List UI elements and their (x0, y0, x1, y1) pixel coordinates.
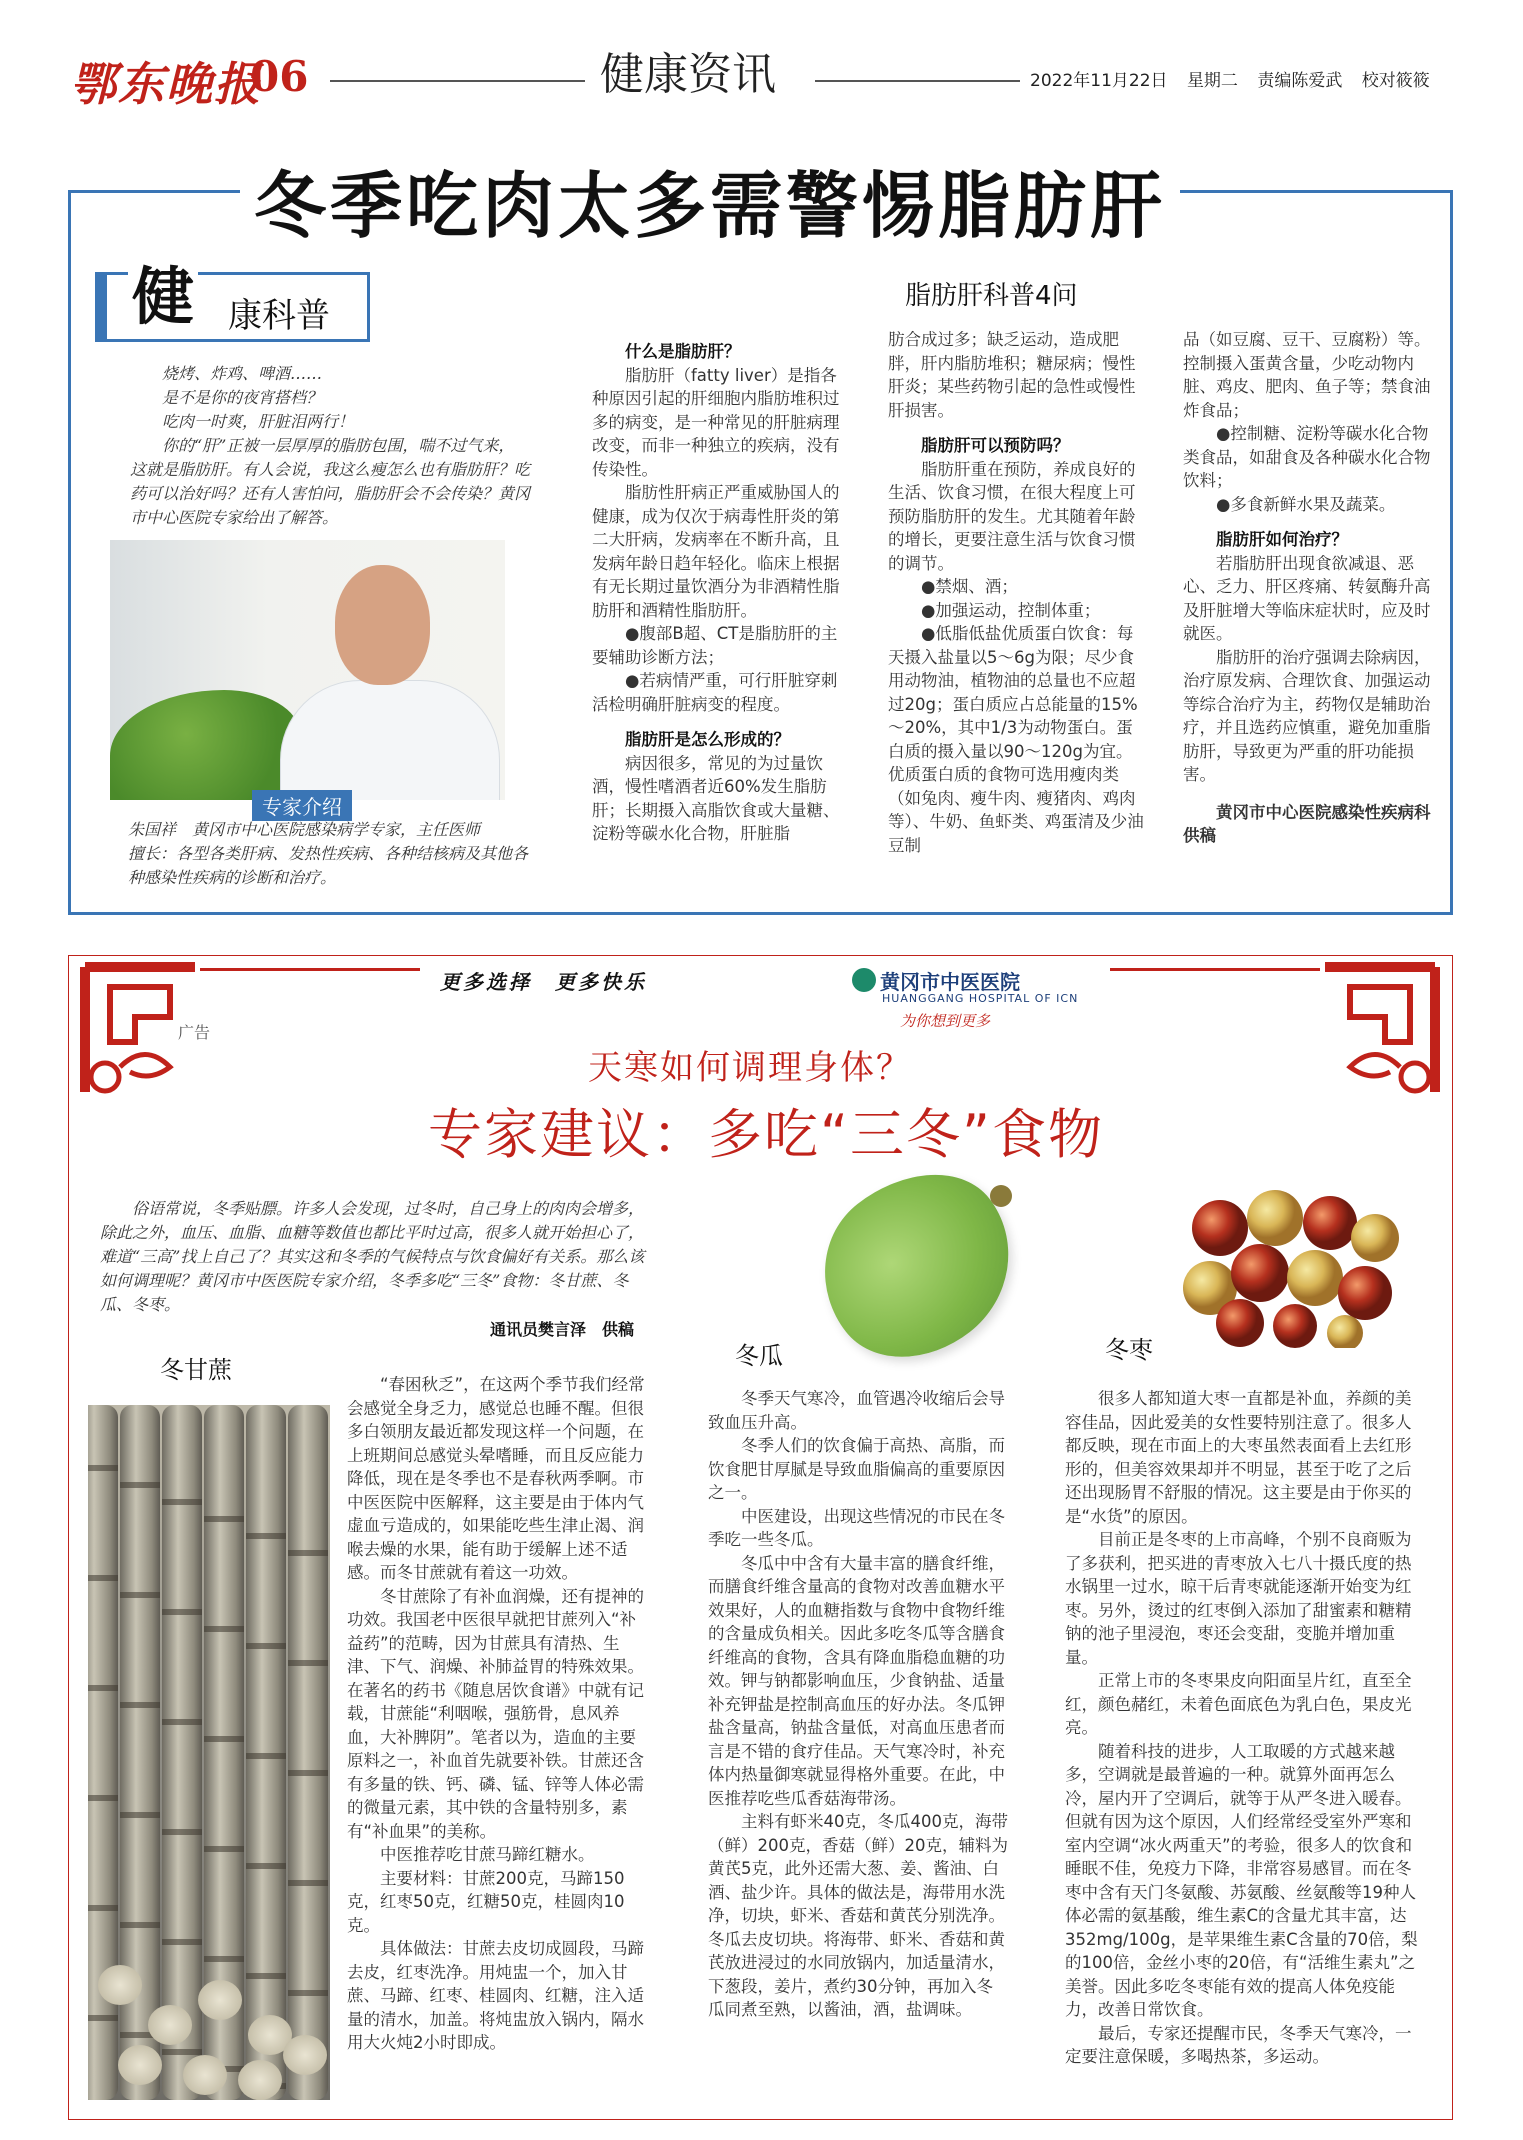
article1-subtitle: 脂肪肝科普4问 (905, 281, 1078, 311)
article1-title: 冬季吃肉太多需警惕脂肪肝 (240, 148, 1180, 252)
paragraph: 目前正是冬枣的上市高峰，个别不良商贩为了多获利，把买进的青枣放入七八十摄氏度的热水锅里一过水，晾干后青枣就能逐渐开始变为红枣。另外，烫过的红枣倒入添加了甜蜜素和糖精钠的池子里浸泡，枣还会变甜，变脆并增加重量。 (1065, 1530, 1412, 1667)
sugarcane-stalk (288, 1405, 328, 2100)
sugarcane-node (162, 1939, 202, 1945)
expert-bio (128, 818, 528, 890)
photo-doctor-coat (280, 680, 500, 800)
hospital-name: 黄冈市中医医院 (880, 970, 1020, 994)
sugarcane-node (162, 1499, 202, 1505)
hospital-slogan: 为你想到更多 (900, 1012, 991, 1030)
article2-intro (100, 1197, 650, 1317)
paragraph: 脂肪肝（fatty liver）是指各种原因引起的肝细胞内脂肪堆积过多的病变，是一种常见的肝脏病理改变，而非一种独立的疾病，没有传染性。 (592, 365, 840, 479)
subheading: 脂肪肝可以预防吗？ (921, 436, 1070, 455)
sugarcane-node (246, 1863, 286, 1869)
paragraph: ●若病情严重，可行肝脏穿刺活检明确肝脏病变的程度。 (592, 671, 838, 714)
paragraph: 具体做法：甘蔗去皮切成圆段，马蹄去皮，红枣洗净。用炖盅一个，加入甘蔗、马蹄、红枣、桂圆肉、红糖，注入适量的清水，加盖。将炖盅放入锅内，隔水用大火炖2小时即成。 (347, 1939, 644, 2052)
proof-credit: 校对筱筱 (1361, 71, 1430, 91)
paragraph: ●加强运动，控制体重； (921, 600, 1101, 620)
sugarcane-node (162, 1609, 202, 1615)
paragraph: 很多人都知道大枣一直都是补血，养颜的美容佳品，因此爱美的女性要特别注意了。很多人都反映，现在市面上的大枣虽然表面看上去红形形的，但美容效果却并不明显，甚至于吃了之后还出现肠胃不舒服的情况。这主要是由于你买的是“水货”的原因。 (1065, 1389, 1412, 1526)
article2-question: 天寒如何调理身体？ (588, 1048, 912, 1088)
issue-weekday: 星期二 (1186, 71, 1238, 91)
sugarcane-cut-end (183, 2055, 227, 2095)
paragraph: 冬瓜中中含有大量丰富的膳食纤维，而膳食纤维含量高的食物对改善血糖水平效果好，人的血糖指数与食物中食物纤维的含量成负相关。因此多吃冬瓜等含膳食纤维高的食物，含具有降血脂稳血糖的功效。钾与钠都影响血压，少食钠盐、适量补充钾盐是控制高血压的好办法。冬瓜钾盐含量高，钠盐含量低，对高血压患者而言是不错的食疗佳品。天气寒冷时，补充体内热量御寒就显得格外重要。在此，中医推荐吃些瓜香菇海带汤。 (708, 1553, 1005, 1808)
header-rule-left (330, 80, 585, 82)
sugarcane-node (120, 1592, 160, 1598)
header-info (1030, 66, 1444, 91)
sugarcane-node (120, 1482, 160, 1488)
sugarcane-node (120, 1812, 160, 1818)
photo-doctor-head (335, 565, 430, 685)
intro-line: 吃肉一时爽，肝脏泪两行！ (162, 412, 355, 431)
issue-date: 2022年11月22日 (1030, 71, 1168, 91)
paragraph: 主料有虾米40克，冬瓜400克，海带（鲜）200克，香菇（鲜）20克，辅料为黄芪5克，此外还需大葱、姜、酱油、白酒、盐少许。具体的做法是，海带用水洗净，切块，虾米、香菇和黄芪分别洗净。冬瓜去皮切块。将海带、虾米、香菇和黄芪放进浸过的水同放锅内，加适量清水，下葱段，姜片，煮约30分钟，再加入冬瓜同煮至熟，以酱油，酒，盐调味。 (708, 1812, 1008, 2019)
expert-caption: 专家介绍 (252, 790, 352, 821)
sugarcane-node (204, 1626, 244, 1632)
sugarcane-image (88, 1405, 330, 2100)
editor-credit: 责编陈爱武 (1257, 71, 1343, 91)
sugarcane-node (88, 1905, 118, 1911)
paragraph: 主要材料：甘蔗200克，马蹄150克，红枣50克，红糖50克，桂圆肉10克。 (347, 1868, 625, 1935)
sugarcane-node (204, 1736, 244, 1742)
paragraph: “春困秋乏”，在这两个季节我们经常会感觉全身乏力，感觉总也睡不醒。但很多白领朋友最近都发现这样一个问题，在上班期间总感觉头晕嗜睡，而且反应能力降低，现在是冬季也不是春秋两季啊。市中医医院中医解释，这主要是由于体内气虚血亏造成的，如果能吃些生津止渴、润喉去燥的水果，能有助于缓解上述不适感。而冬甘蔗就有着这一功效。 (347, 1375, 645, 1582)
winter-melon-text (708, 1387, 1008, 2022)
sugarcane-node (204, 1846, 244, 1852)
article2-title: 专家建议：多吃“三冬”食物 (428, 1103, 1104, 1166)
section-title-sugarcane: 冬甘蔗 (160, 1356, 232, 1384)
sugarcane-stalk (162, 1405, 202, 2100)
expert-photo (110, 540, 505, 800)
sugarcane-node (246, 1643, 286, 1649)
paragraph: 冬季天气寒冷，血管遇冷收缩后会导致血压升高。 (708, 1389, 1005, 1432)
hospital-name-en: HUANGGANG HOSPITAL OF ICN (882, 992, 1079, 1005)
paragraph: 冬甘蔗除了有补血润燥，还有提神的功效。我国老中医很早就把甘蔗列入“补益药”的范畴，因为甘蔗具有清热、生津、下气、润燥、补肺益胃的特殊效果。在著名的药书《随息居饮食谱》中就有记载，甘蔗能“利咽喉，强筋骨，息风养血，大补脾阴”。笔者以为，造血的主要原料之一，补血首先就要补铁。甘蔗还含有多量的铁、钙、磷、锰、锌等人体必需的微量元素，其中铁的含量特别多，素有“补血果”的美称。 (347, 1586, 644, 1841)
paragraph: 最后，专家还提醒市民，冬季天气寒冷，一定要注意保暖，多喝热茶，多运动。 (1065, 2023, 1412, 2066)
paragraph: 脂肪性肝病正严重威胁国人的健康，成为仅次于病毒性肝炎的第二大肝病，发病率在不断升高，且发病年龄日趋年轻化。临床上根据有无长期过量饮酒分为非酒精性脂肪肝和酒精性脂肪肝。 (592, 483, 840, 620)
winter-jujube-text (1065, 1387, 1425, 2069)
sugarcane-node (88, 2015, 118, 2021)
subheading: 脂肪肝是怎么形成的？ (625, 730, 790, 749)
paragraph: 随着科技的进步，人工取暖的方式越来越多，空调就是最普遍的一种。就算外面再怎么冷，屋内开了空调后，就等于从严冬进入暖春。但就有因为这个原因，人们经常经受室外严寒和室内空调“冰火两重天”的考验，很多人的饮食和睡眠不佳，免疫力下降，非常容易感冒。而在冬枣中含有天门冬氨酸、苏氨酸、丝氨酸等19种人体必需的氨基酸，维生素C的含量尤其丰富，达352mg/100g，是苹果维生素C含量的70倍，梨的100倍，金丝小枣的20倍，有“活维生素丸”之美誉。因此多吃冬枣能有效的提高人体免疫能力，改善日常饮食。 (1065, 1741, 1418, 2019)
column-badge-bar (95, 272, 107, 342)
sugarcane-node (204, 1956, 244, 1962)
sugarcane-node (288, 1660, 328, 1666)
subheading: 脂肪肝如何治疗？ (1216, 530, 1348, 549)
sugarcane-cut-end (283, 2035, 327, 2075)
paragraph: 正常上市的冬枣果皮向阳面呈片红，直至全红，颜色赭红，未着色面底色为乳白色，果皮光亮。 (1065, 1671, 1412, 1737)
winter-jujube-image (1180, 1188, 1400, 1348)
masthead-logo: 鄂东晚报 (70, 57, 262, 111)
sugarcane-cut-end (238, 2060, 282, 2100)
sugarcane-cut-end (198, 1980, 242, 2020)
sugarcane-node (120, 1702, 160, 1708)
sugarcane-node (162, 2049, 202, 2055)
bio-line: 朱国祥 黄冈市中心医院感染病学专家，主任医师 (128, 820, 481, 839)
hospital-logo-icon (852, 968, 876, 992)
sugarcane-node (288, 1880, 328, 1886)
column-badge-char: 健 (128, 262, 198, 332)
article1-credit: 黄冈市中心医院感染性疾病科 供稿 (1183, 802, 1447, 845)
sugarcane-node (288, 1770, 328, 1776)
winter-melon-stem (990, 1185, 1012, 1207)
paragraph: 脂肪肝的治疗强调去除病因，治疗原发病、合理饮食、加强运动等综合治疗为主，药物仅是辅助治疗，并且选药应慎重，避免加重脂肪肝，导致更为严重的肝功能损害。 (1183, 647, 1431, 784)
article1-column-3 (1183, 328, 1447, 848)
sugarcane-cut-end (148, 2005, 192, 2045)
sugarcane-node (204, 1516, 244, 1522)
paragraph: 若脂肪肝出现食欲减退、恶心、乏力、肝区疼痛、转氨酶升高及肝脏增大等临床症状时，应及时就医。 (1183, 553, 1431, 643)
intro-line: 是不是你的夜宵搭档？ (162, 388, 323, 407)
sugarcane-node (162, 1829, 202, 1835)
column-badge-label: 康科普 (228, 296, 330, 336)
paragraph: 肪合成过多；缺乏运动，造成肥胖，肝内脂肪堆积；糖尿病；慢性肝炎；某些药物引起的急性或慢性肝损害。 (888, 330, 1136, 420)
header-rule-right (815, 80, 1020, 82)
sugarcane-node (246, 1753, 286, 1759)
sugarcane-node (162, 1719, 202, 1725)
paragraph: 脂肪肝重在预防，养成良好的生活、饮食习惯，在很大程度上可预防脂肪肝的发生。尤其随着年龄的增长，更要注意生活与饮食习惯的调节。 (888, 459, 1136, 573)
sugarcane-node (88, 1575, 118, 1581)
intro-line: 烧烤、炸鸡、啤酒…… (162, 364, 323, 383)
paragraph: ●禁烟、酒； (921, 577, 1018, 596)
sugarcane-node (288, 1990, 328, 1996)
page-number: 06 (250, 52, 309, 101)
intro-paragraph: 你的“肝”正被一层厚厚的脂肪包围，喘不过气来，这就是脂肪肝。有人会说，我这么瘦怎么也有脂肪肝？吃药可以治好吗？还有人害怕问，脂肪肝会不会传染？黄冈市中心医院专家给出了解答。 (130, 436, 531, 527)
paragraph: 中医建设，出现这些情况的市民在冬季吃一些冬瓜。 (708, 1506, 1005, 1549)
subheading: 什么是脂肪肝？ (625, 342, 741, 361)
article2-credit: 通讯员樊言泽 供稿 (490, 1320, 635, 1339)
sugarcane-cut-end (98, 1965, 142, 2005)
paragraph: 病因很多，常见的为过量饮酒，慢性嗜酒者近60%发生脂肪肝；长期摄入高脂饮食或大量糖、淀粉等碳水化合物，肝脏脂 (592, 753, 840, 843)
paragraph: ●低脂低盐优质蛋白饮食：每天摄入盐量以5～6g为限；尽少食用动物油，植物油的总量也不应超过20g；蛋白质应占总能量的15%～20%，其中1/3为动物蛋白。蛋白质的摄入量以90～120g为宜。优质蛋白质的食物可选用瘦肉类（如兔肉、瘦牛肉、瘦猪肉、鸡肉等）、牛奶、鱼虾类、鸡蛋清及少油豆制 (888, 624, 1144, 855)
article1-column-1 (592, 328, 852, 846)
sugarcane-stalk (246, 1405, 286, 2100)
bio-line: 擅长：各型各类肝病、发热性疾病、各种结核病及其他各种感染性疾病的诊断和治疗。 (128, 844, 529, 887)
paragraph: 中医推荐吃甘蔗马蹄红糖水。 (380, 1845, 595, 1864)
ad-slogan: 更多选择 更多快乐 (440, 970, 647, 994)
sugarcane-node (88, 1795, 118, 1801)
section-title: 健康资讯 (600, 49, 776, 100)
paragraph: ●多食新鲜水果及蔬菜。 (1216, 494, 1396, 514)
sugarcane-cut-end (118, 2045, 162, 2085)
paragraph: 冬季人们的饮食偏于高热、高脂，而饮食肥甘厚腻是导致血脂偏高的重要原因之一。 (708, 1436, 1005, 1502)
sugarcane-node (246, 1973, 286, 1979)
sugarcane-node (288, 1550, 328, 1556)
paragraph: ●控制糖、淀粉等碳水化合物类食品，如甜食及各种碳水化合物饮料； (1183, 424, 1431, 490)
corner-ornament-right-icon (1320, 962, 1440, 1102)
ornament-line-left (200, 968, 420, 971)
paragraph: 品（如豆腐、豆干、豆腐粉）等。控制摄入蛋黄含量，少吃动物内脏、鸡皮、肥肉、鱼子等；禁食油炸食品； (1183, 330, 1431, 420)
sugarcane-node (88, 1685, 118, 1691)
sugarcane-node (120, 1922, 160, 1928)
sugarcane-node (246, 1533, 286, 1539)
section-title-winter-melon: 冬瓜 (735, 1342, 783, 1370)
sugarcane-node (88, 1465, 118, 1471)
paragraph: ●腹部B超、CT是脂肪肝的主要辅助诊断方法； (592, 624, 838, 667)
article1-column-2 (888, 328, 1148, 857)
ornament-line-right (1110, 968, 1320, 971)
sugarcane-text (347, 1373, 647, 2055)
article1-intro (130, 362, 530, 530)
ad-label: 广告 (178, 1023, 211, 1042)
section-title-winter-jujube: 冬枣 (1105, 1336, 1153, 1364)
intro-paragraph: 俗语常说，冬季贴膘。许多人会发现，过冬时，自己身上的肉肉会增多，除此之外，血压、血脂、血糖等数值也都比平时过高，很多人就开始担心了，难道“三高”找上自己了？其实这和冬季的气候特点与饮食偏好有关系。那么该如何调理呢？黄冈市中医医院专家介绍，冬季多吃“三冬”食物：冬甘蔗、冬瓜、冬枣。 (100, 1199, 645, 1314)
